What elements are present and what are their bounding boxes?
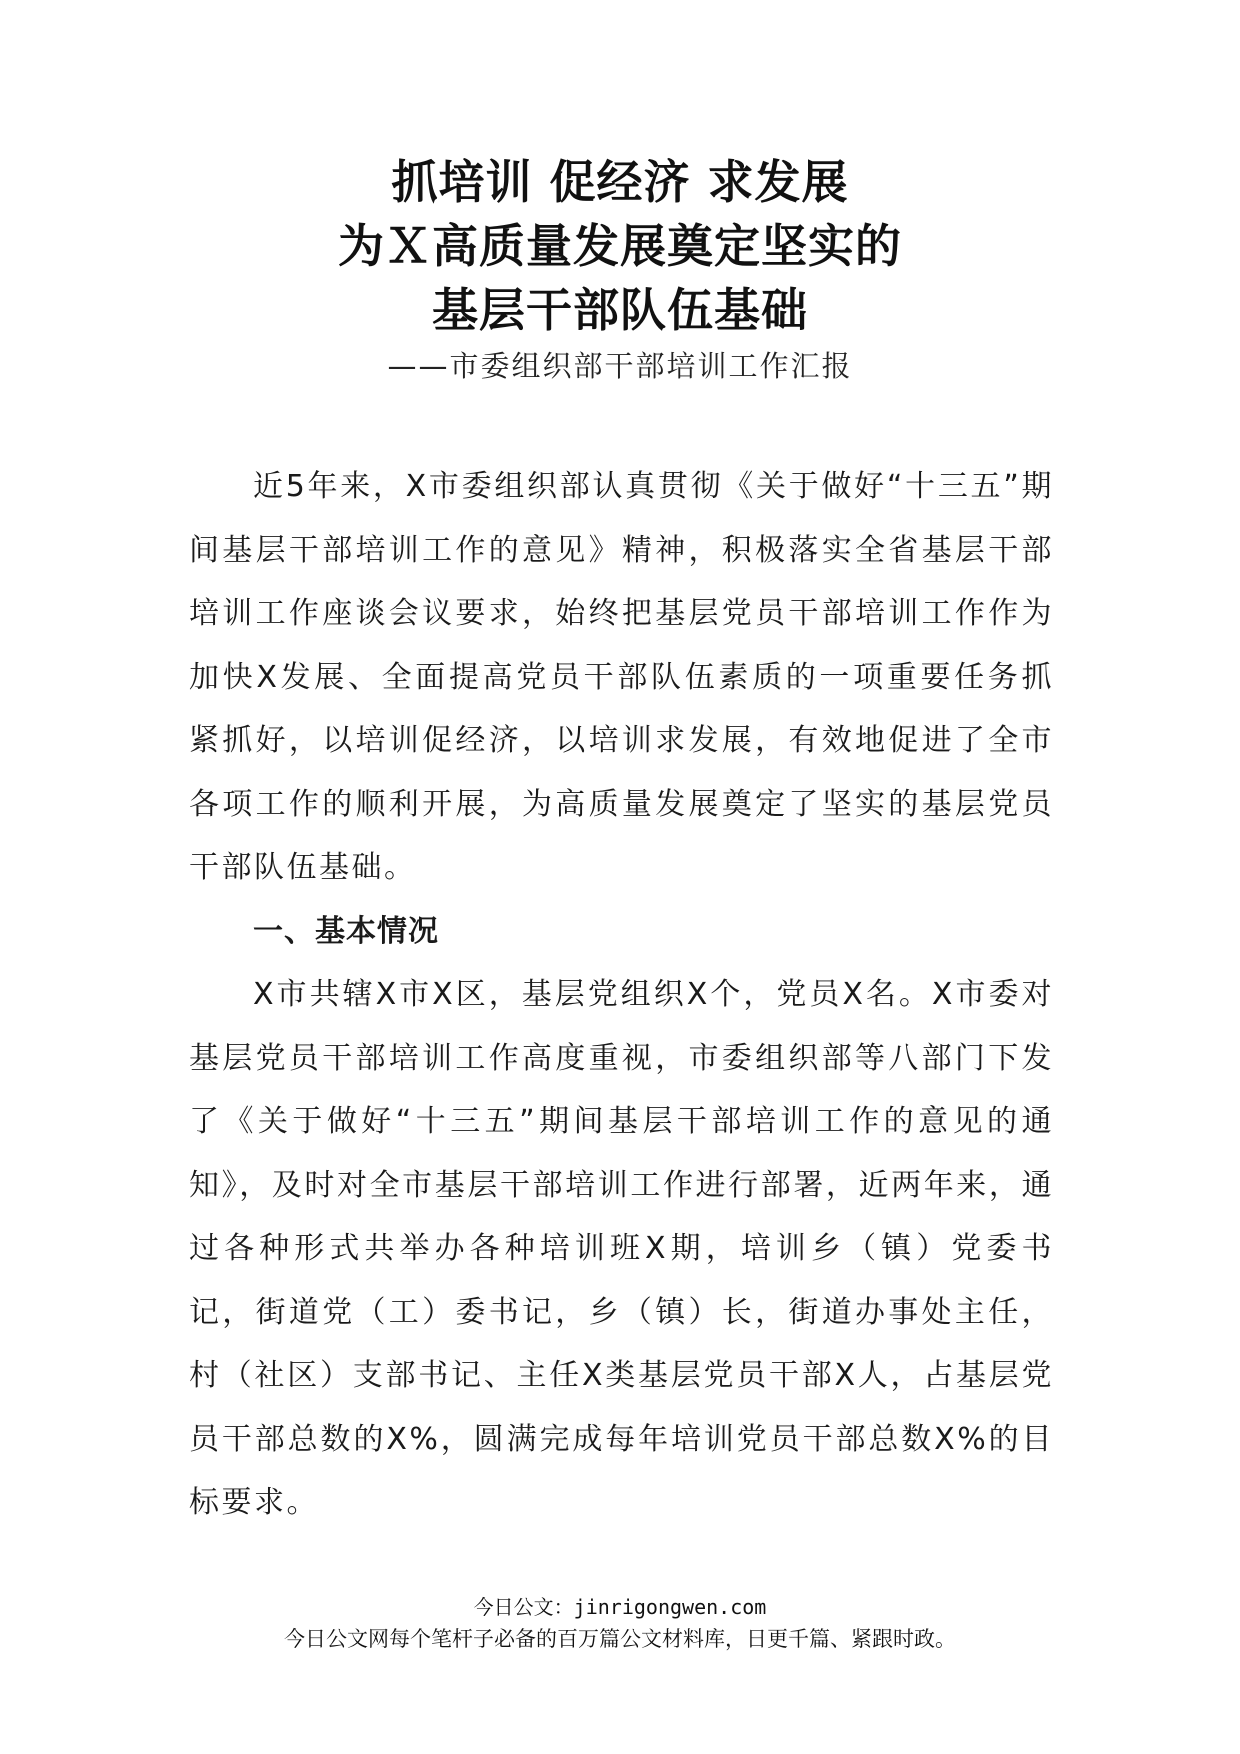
title-line-3: 基层干部队伍基础 [432, 283, 808, 337]
footer-slogan: 今日公文网每个笔杆子必备的百万篇公文材料库，日更千篇、紧跟时政。 [284, 1627, 956, 1651]
footer-site-url[interactable]: jinrigongwen.com [573, 1595, 767, 1619]
title-line-1: 抓培训 促经济 求发展 [391, 155, 849, 209]
paragraph-basic-situation: X市共辖X市X区，基层党组织X个，党员X名。X市委对基层党员干部培训工作高度重视，市委组织部等八部门下发了《关于做好“十三五”期间基层干部培训工作的意见的通知》，及时对全市基层干部培训工作进行部署，近两年来，通过各种形式共举办各种培训班X期，培训乡（镇）党委书记，街道党（工）委书记，乡（镇）长，街道办事处主任，村（社区）支部书记、主任X类基层党员干部X人，占基层党员干部总数的X%，圆满完成每年培训党员干部总数X%的目标要求。 [189, 977, 1054, 1520]
paragraph-intro: 近5年来，X市委组织部认真贯彻《关于做好“十三五”期间基层干部培训工作的意见》精神，积极落实全省基层干部培训工作座谈会议要求，始终把基层党员干部培训工作作为加快X发展、全面提高党员干部队伍素质的一项重要任务抓紧抓好，以培训促经济，以培训求发展，有效地促进了全市各项工作的顺利开展，为高质量发展奠定了坚实的基层党员干部队伍基础。 [189, 469, 1054, 885]
title-line-2: 为Ｘ高质量发展奠定坚实的 [338, 219, 902, 273]
footer-site-label: 今日公文： [473, 1595, 574, 1619]
footer-site-line [0, 1592, 1240, 1622]
title-block [150, 150, 1090, 388]
subtitle: ——市委组织部干部培训工作汇报 [387, 349, 853, 383]
document-body [189, 455, 1054, 1535]
section-heading-basic-situation: 一、基本情况 [253, 913, 439, 949]
